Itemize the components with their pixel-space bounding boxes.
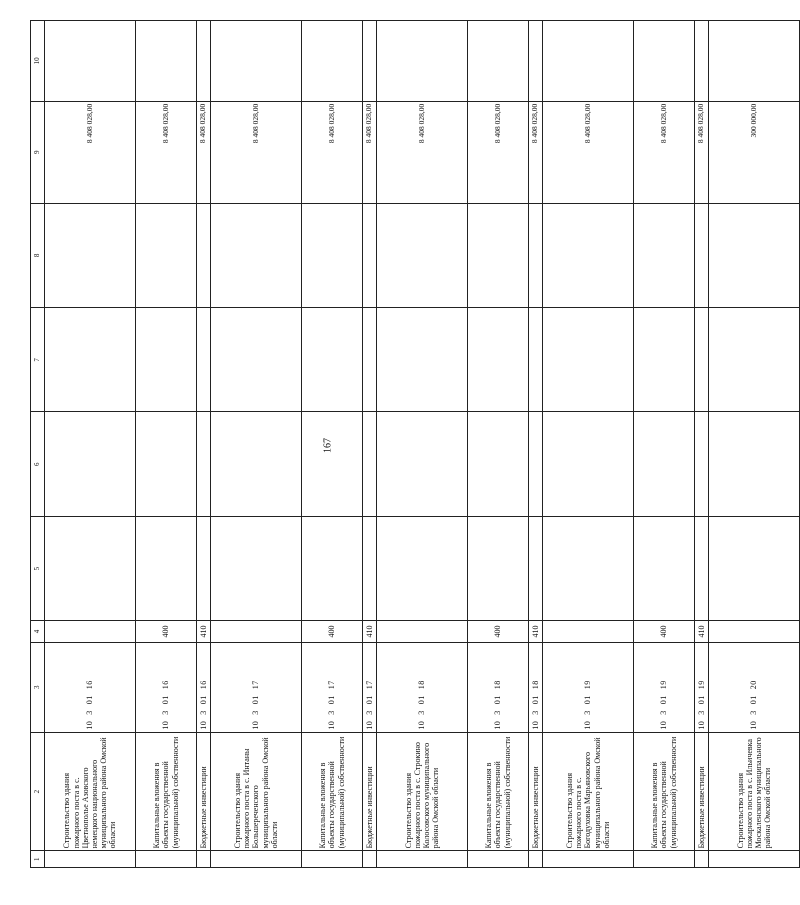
cell-col6 <box>45 412 136 516</box>
cell-col7 <box>377 308 468 412</box>
cell-col10 <box>377 21 468 102</box>
code-part: 01 <box>493 695 503 705</box>
row-vr <box>709 621 800 642</box>
cell-col1 <box>695 851 709 868</box>
table-row <box>302 21 363 868</box>
cell-col7 <box>543 308 634 412</box>
cell-col1 <box>45 851 136 868</box>
row-sum: 8 408 028,00 <box>302 101 363 203</box>
cell-col10 <box>197 21 211 102</box>
cell-col1 <box>468 851 529 868</box>
cell-col1 <box>136 851 197 868</box>
column-number: 4 <box>31 621 45 642</box>
code-part: 3 <box>251 710 261 715</box>
row-vr: 400 <box>136 621 197 642</box>
cell-col8 <box>363 203 377 307</box>
row-name: Строительство здания пожарного поста в с. Интаны Большереченского муниципального района Омской области <box>211 732 302 851</box>
row-sum: 8 408 028,00 <box>136 101 197 203</box>
table-row <box>363 21 377 868</box>
row-vr <box>45 621 136 642</box>
row-sum: 8 408 028,00 <box>695 101 709 203</box>
code-part: 16 <box>198 680 208 690</box>
cell-col7 <box>211 308 302 412</box>
cell-col8 <box>211 203 302 307</box>
cell-col1 <box>302 851 363 868</box>
cell-col7 <box>695 308 709 412</box>
code-part: 3 <box>659 710 669 715</box>
cell-col7 <box>45 308 136 412</box>
table-row <box>197 21 211 868</box>
cell-col6 <box>363 412 377 516</box>
column-number-row <box>31 21 45 868</box>
row-name: Строительство здания пожарного поста в с. Строкино Колосовского муниципального района Омской области <box>377 732 468 851</box>
code-part: 10 <box>251 720 261 730</box>
cell-col8 <box>136 203 197 307</box>
code-part: 10 <box>583 720 593 730</box>
row-sum: 8 408 028,00 <box>211 101 302 203</box>
cell-col5 <box>136 516 197 620</box>
cell-col6 <box>136 412 197 516</box>
code-part: 10 <box>327 720 337 730</box>
cell-col10 <box>136 21 197 102</box>
code-part: 01 <box>85 695 95 705</box>
cell-col6 <box>695 412 709 516</box>
row-name: Строительство здания пожарного поста в с. Ильичевка Москаленского муниципального района Омской области <box>709 732 800 851</box>
column-number: 7 <box>31 308 45 412</box>
code-part: 3 <box>417 710 427 715</box>
cell-col1 <box>709 851 800 868</box>
cell-col1 <box>363 851 377 868</box>
cell-col5 <box>695 516 709 620</box>
code-part: 3 <box>583 710 593 715</box>
row-code <box>709 642 800 732</box>
table-row <box>45 21 136 868</box>
code-part: 3 <box>364 710 374 715</box>
code-part: 19 <box>583 680 593 690</box>
cell-col10 <box>363 21 377 102</box>
cell-col7 <box>197 308 211 412</box>
cell-col6 <box>302 412 363 516</box>
cell-col10 <box>45 21 136 102</box>
code-part: 17 <box>327 680 337 690</box>
cell-col5 <box>709 516 800 620</box>
budget-table <box>30 20 800 868</box>
cell-col7 <box>709 308 800 412</box>
row-name: Строительство здания пожарного поста в с. Цветнополье Азовского немецкого национального муниципального района Омской области <box>45 732 136 851</box>
code-part: 01 <box>327 695 337 705</box>
code-part: 01 <box>749 695 759 705</box>
code-part: 10 <box>659 720 669 730</box>
cell-col5 <box>529 516 543 620</box>
cell-col8 <box>45 203 136 307</box>
cell-col6 <box>468 412 529 516</box>
cell-col1 <box>634 851 695 868</box>
code-part: 3 <box>696 710 706 715</box>
cell-col6 <box>709 412 800 516</box>
code-part: 10 <box>85 720 95 730</box>
cell-col1 <box>543 851 634 868</box>
cell-col5 <box>302 516 363 620</box>
code-part: 16 <box>161 680 171 690</box>
table-row <box>695 21 709 868</box>
code-part: 16 <box>85 680 95 690</box>
row-vr <box>211 621 302 642</box>
cell-col5 <box>468 516 529 620</box>
row-vr: 410 <box>695 621 709 642</box>
cell-col6 <box>543 412 634 516</box>
code-part: 3 <box>530 710 540 715</box>
row-sum: 8 408 028,00 <box>45 101 136 203</box>
page-number: 167 <box>322 438 334 453</box>
cell-col5 <box>634 516 695 620</box>
column-number: 3 <box>31 642 45 732</box>
row-vr: 410 <box>529 621 543 642</box>
code-part: 01 <box>530 695 540 705</box>
row-sum: 300 000,00 <box>709 101 800 203</box>
row-sum: 8 408 028,00 <box>543 101 634 203</box>
row-vr <box>543 621 634 642</box>
cell-col6 <box>529 412 543 516</box>
column-number: 1 <box>31 851 45 868</box>
row-code <box>695 642 709 732</box>
cell-col1 <box>211 851 302 868</box>
cell-col1 <box>377 851 468 868</box>
code-part: 20 <box>749 680 759 690</box>
code-part: 01 <box>198 695 208 705</box>
row-sum: 8 408 028,00 <box>468 101 529 203</box>
cell-col10 <box>211 21 302 102</box>
cell-col6 <box>197 412 211 516</box>
row-sum: 8 408 028,00 <box>363 101 377 203</box>
column-number: 5 <box>31 516 45 620</box>
budget-table-rotated <box>30 20 773 868</box>
row-sum: 8 408 028,00 <box>377 101 468 203</box>
code-part: 01 <box>251 695 261 705</box>
table-row <box>543 21 634 868</box>
cell-col5 <box>363 516 377 620</box>
row-code <box>529 642 543 732</box>
code-part: 01 <box>659 695 669 705</box>
table-row <box>634 21 695 868</box>
cell-col8 <box>543 203 634 307</box>
code-part: 3 <box>493 710 503 715</box>
row-name: Капитальные вложения в объекты государственной (муниципальной) собственности <box>302 732 363 851</box>
cell-col1 <box>529 851 543 868</box>
row-code <box>634 642 695 732</box>
code-part: 3 <box>327 710 337 715</box>
cell-col8 <box>634 203 695 307</box>
cell-col5 <box>45 516 136 620</box>
row-code <box>136 642 197 732</box>
code-part: 01 <box>161 695 171 705</box>
code-part: 18 <box>530 680 540 690</box>
cell-col10 <box>634 21 695 102</box>
cell-col5 <box>543 516 634 620</box>
row-sum: 8 408 028,00 <box>634 101 695 203</box>
cell-col6 <box>211 412 302 516</box>
code-part: 3 <box>161 710 171 715</box>
row-vr: 400 <box>302 621 363 642</box>
column-number: 9 <box>31 101 45 203</box>
cell-col8 <box>377 203 468 307</box>
row-name: Строительство здания пожарного поста в с. Богодуховка Марьяновского муниципального района Омской области <box>543 732 634 851</box>
code-part: 01 <box>417 695 427 705</box>
code-part: 10 <box>749 720 759 730</box>
cell-col7 <box>302 308 363 412</box>
cell-col8 <box>529 203 543 307</box>
row-name: Бюджетные инвестиции <box>197 732 211 851</box>
code-part: 10 <box>198 720 208 730</box>
cell-col10 <box>529 21 543 102</box>
row-code <box>45 642 136 732</box>
row-vr: 400 <box>468 621 529 642</box>
column-number: 10 <box>31 21 45 102</box>
code-part: 10 <box>493 720 503 730</box>
row-code <box>197 642 211 732</box>
cell-col10 <box>695 21 709 102</box>
code-part: 10 <box>530 720 540 730</box>
code-part: 01 <box>583 695 593 705</box>
table-row <box>211 21 302 868</box>
row-code <box>468 642 529 732</box>
cell-col8 <box>709 203 800 307</box>
table-row <box>529 21 543 868</box>
row-code <box>363 642 377 732</box>
cell-col6 <box>634 412 695 516</box>
code-part: 3 <box>85 710 95 715</box>
row-vr: 410 <box>363 621 377 642</box>
code-part: 17 <box>364 680 374 690</box>
cell-col7 <box>634 308 695 412</box>
cell-col10 <box>302 21 363 102</box>
cell-col6 <box>377 412 468 516</box>
code-part: 19 <box>696 680 706 690</box>
cell-col5 <box>377 516 468 620</box>
cell-col10 <box>543 21 634 102</box>
cell-col1 <box>197 851 211 868</box>
row-vr: 400 <box>634 621 695 642</box>
table-row <box>709 21 800 868</box>
table-row <box>377 21 468 868</box>
row-name: Капитальные вложения в объекты государственной (муниципальной) собственности <box>468 732 529 851</box>
cell-col7 <box>529 308 543 412</box>
row-code <box>302 642 363 732</box>
row-vr: 410 <box>197 621 211 642</box>
cell-col5 <box>197 516 211 620</box>
code-part: 17 <box>251 680 261 690</box>
code-part: 01 <box>364 695 374 705</box>
cell-col8 <box>468 203 529 307</box>
code-part: 19 <box>659 680 669 690</box>
column-number: 8 <box>31 203 45 307</box>
cell-col10 <box>709 21 800 102</box>
row-code <box>543 642 634 732</box>
cell-col8 <box>302 203 363 307</box>
row-name: Бюджетные инвестиции <box>529 732 543 851</box>
row-sum: 8 408 028,00 <box>197 101 211 203</box>
cell-col7 <box>136 308 197 412</box>
cell-col8 <box>197 203 211 307</box>
table-row <box>468 21 529 868</box>
cell-col5 <box>211 516 302 620</box>
row-name: Капитальные вложения в объекты государственной (муниципальной) собственности <box>136 732 197 851</box>
table-row <box>136 21 197 868</box>
row-name: Бюджетные инвестиции <box>363 732 377 851</box>
cell-col7 <box>468 308 529 412</box>
row-vr <box>377 621 468 642</box>
code-part: 3 <box>198 710 208 715</box>
cell-col7 <box>363 308 377 412</box>
cell-col10 <box>468 21 529 102</box>
column-number: 6 <box>31 412 45 516</box>
row-sum: 8 408 028,00 <box>529 101 543 203</box>
code-part: 10 <box>417 720 427 730</box>
row-name: Бюджетные инвестиции <box>695 732 709 851</box>
row-code <box>211 642 302 732</box>
code-part: 10 <box>696 720 706 730</box>
code-part: 18 <box>417 680 427 690</box>
row-name: Капитальные вложения в объекты государственной (муниципальной) собственности <box>634 732 695 851</box>
code-part: 10 <box>364 720 374 730</box>
cell-col8 <box>695 203 709 307</box>
code-part: 01 <box>696 695 706 705</box>
code-part: 10 <box>161 720 171 730</box>
row-code <box>377 642 468 732</box>
code-part: 18 <box>493 680 503 690</box>
code-part: 3 <box>749 710 759 715</box>
column-number: 2 <box>31 732 45 851</box>
